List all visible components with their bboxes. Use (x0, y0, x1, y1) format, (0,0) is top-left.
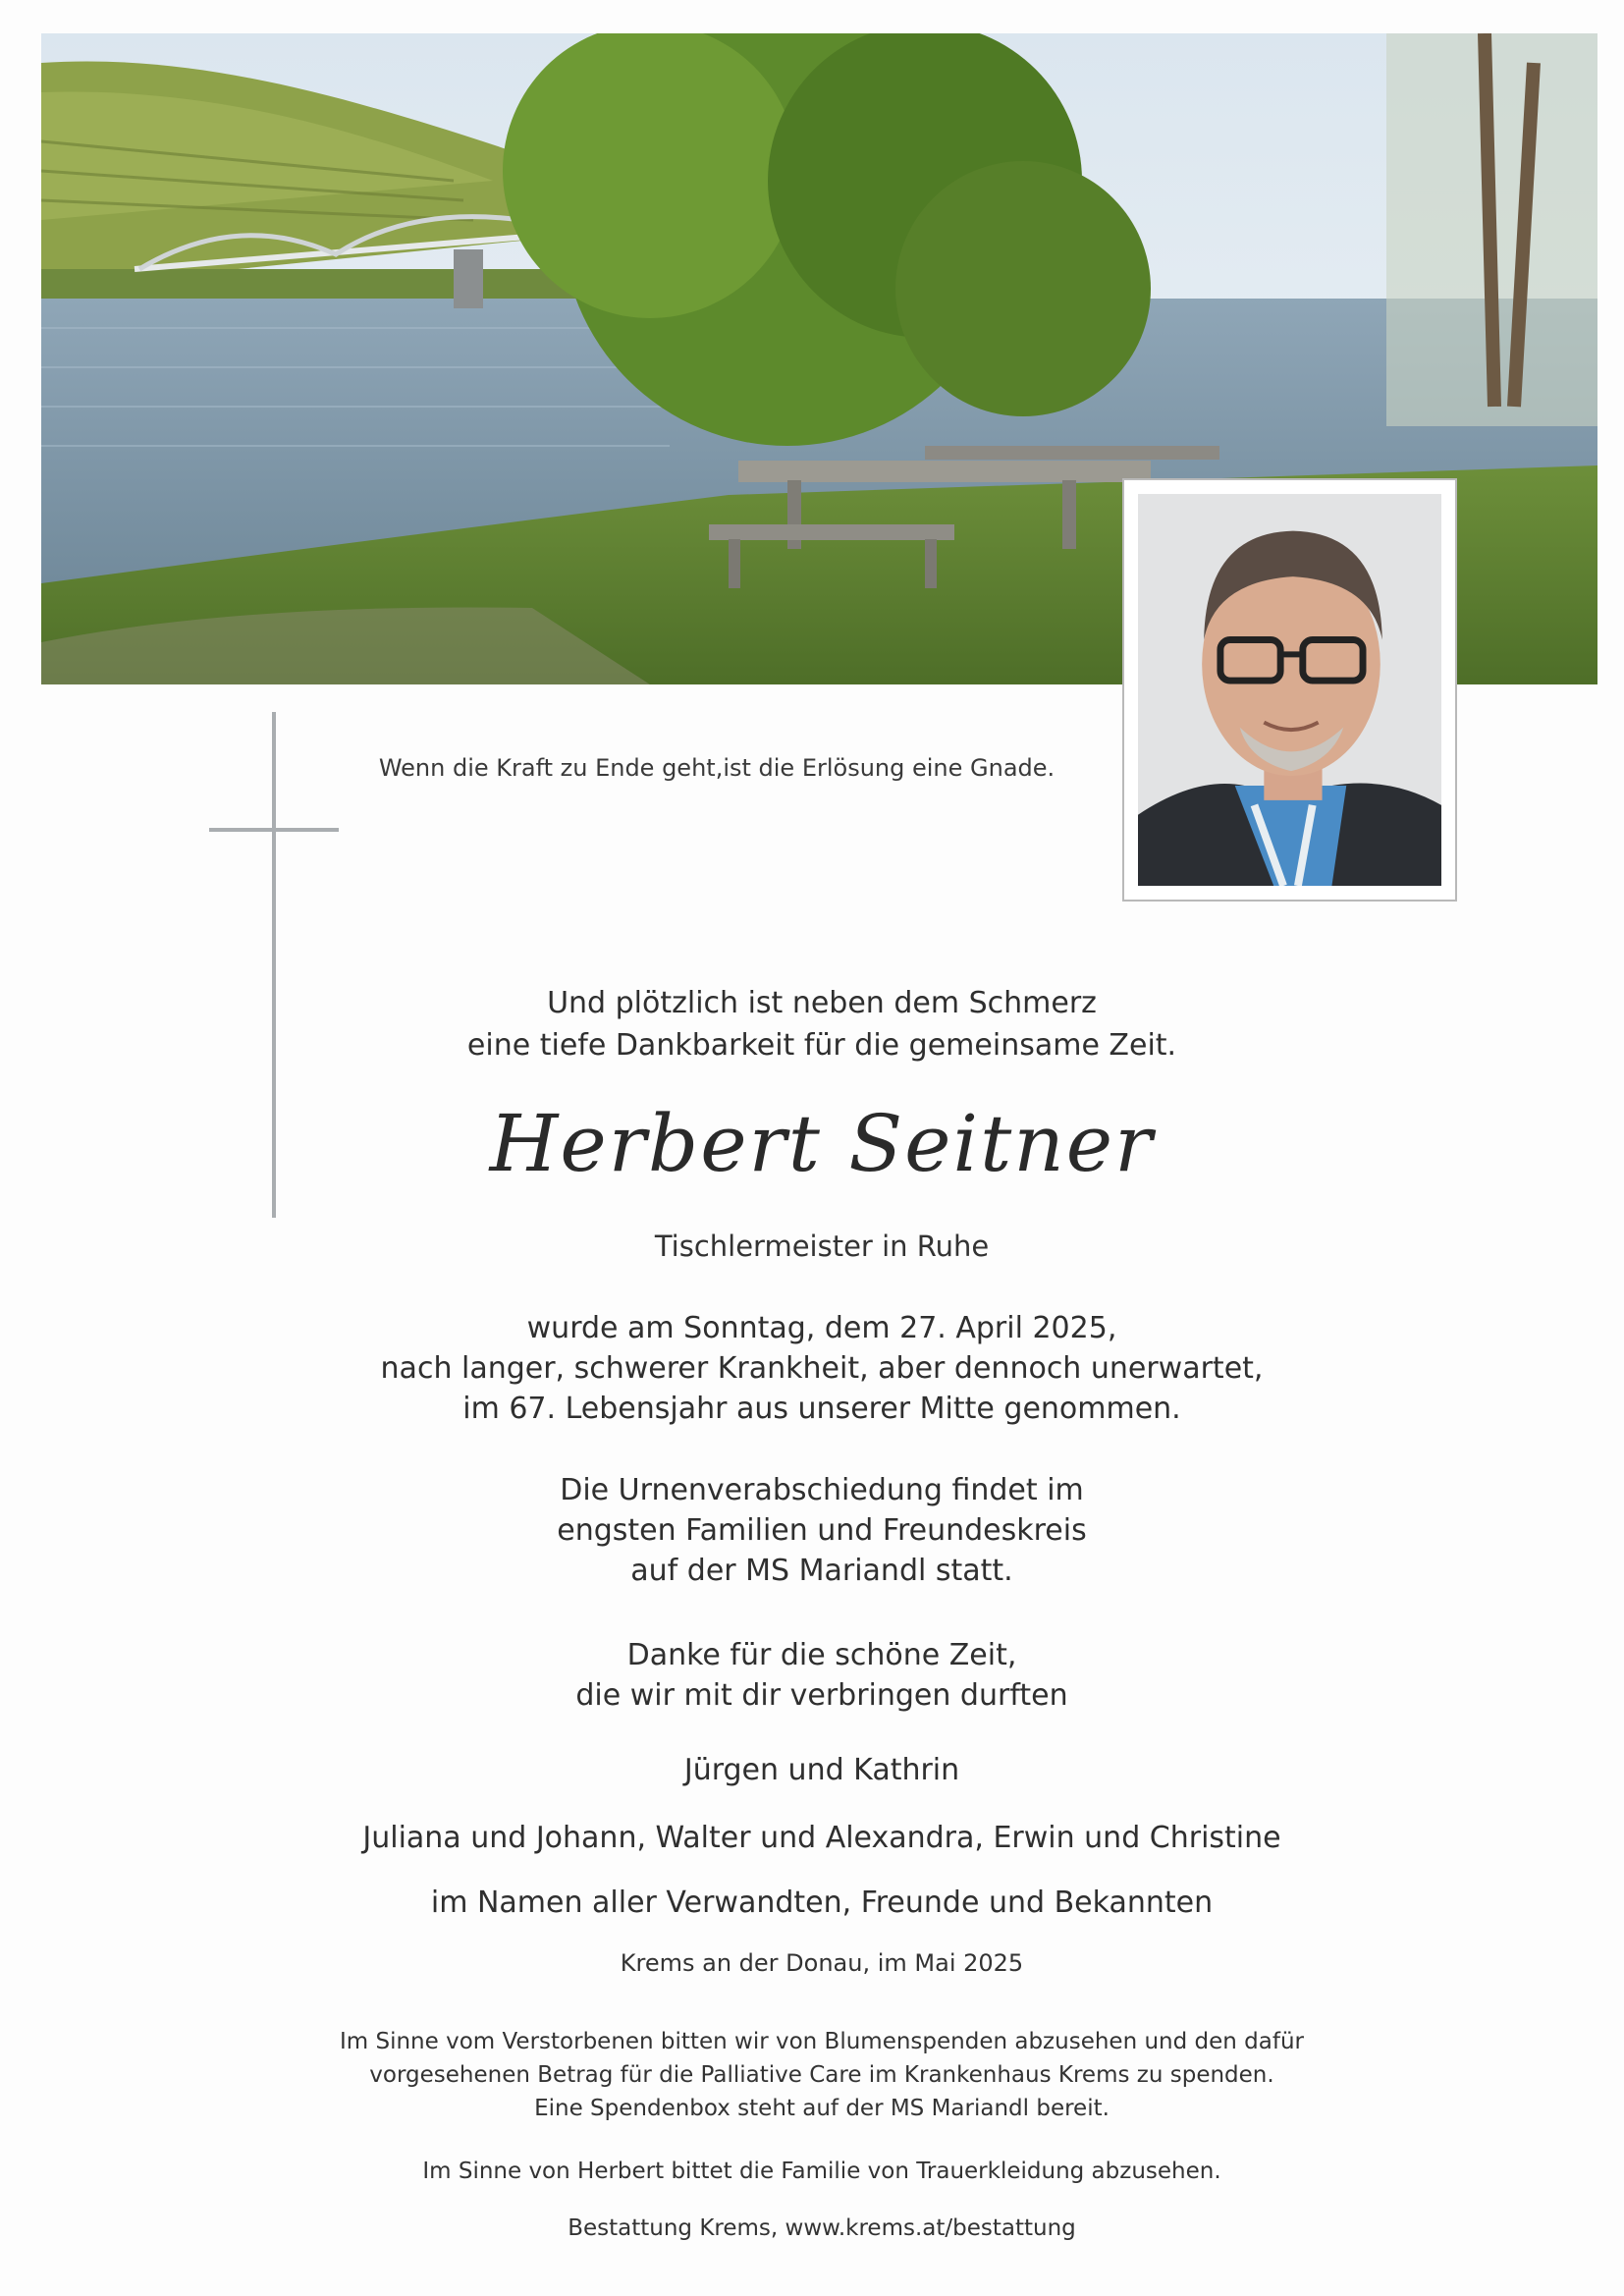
announcement-text (0, 1308, 1624, 1429)
portrait-photo (1122, 478, 1457, 902)
announcement-line: wurde am Sonntag, dem 27. April 2025, (526, 1311, 1117, 1345)
announcement-line: im 67. Lebensjahr aus unserer Mitte genommen. (462, 1392, 1181, 1426)
mourners-line-3: im Namen aller Verwandten, Freunde und Bekannten (430, 1886, 1214, 1920)
funeral-home-footer: Bestattung Krems, www.krems.at/bestattung (568, 2215, 1076, 2241)
intro-line: eine tiefe Dankbarkeit für die gemeinsame Zeit. (466, 1028, 1177, 1063)
deceased-name: Herbert Seitner (489, 1098, 1155, 1189)
thanks-text (0, 1635, 1624, 1716)
motto-text: Wenn die Kraft zu Ende geht,ist die Erlösung eine Gnade. (378, 754, 1056, 782)
mourners-line-2: Juliana und Johann, Walter und Alexandra, Erwin und Christine (362, 1821, 1281, 1855)
donation-note (0, 2025, 1624, 2125)
intro-text (0, 982, 1624, 1066)
announcement-line: nach langer, schwerer Krankheit, aber dennoch unerwartet, (380, 1351, 1264, 1386)
dress-note: Im Sinne von Herbert bittet die Familie von Trauerkleidung abzusehen. (422, 2159, 1221, 2184)
ceremony-text (0, 1470, 1624, 1591)
mourners-line-1: Jürgen und Kathrin (683, 1753, 960, 1787)
thanks-line: die wir mit dir verbringen durften (575, 1678, 1068, 1713)
deceased-title: Tischlermeister in Ruhe (654, 1230, 990, 1263)
place-date: Krems an der Donau, im Mai 2025 (620, 1949, 1024, 1977)
ceremony-line: engsten Familien und Freundeskreis (557, 1513, 1087, 1548)
ceremony-line: Die Urnenverabschiedung findet im (560, 1473, 1084, 1507)
cross-horizontal-bar (209, 828, 339, 832)
intro-line: Und plötzlich ist neben dem Schmerz (547, 986, 1097, 1020)
ceremony-line: auf der MS Mariandl statt. (630, 1554, 1013, 1588)
donation-line: Im Sinne vom Verstorbenen bitten wir von Blumenspenden abzusehen und den dafür (339, 2029, 1304, 2054)
donation-line: vorgesehenen Betrag für die Palliative Care im Krankenhaus Krems zu spenden. (369, 2062, 1274, 2088)
donation-line: Eine Spendenbox steht auf der MS Mariandl bereit. (534, 2096, 1110, 2121)
thanks-line: Danke für die schöne Zeit, (626, 1638, 1017, 1672)
